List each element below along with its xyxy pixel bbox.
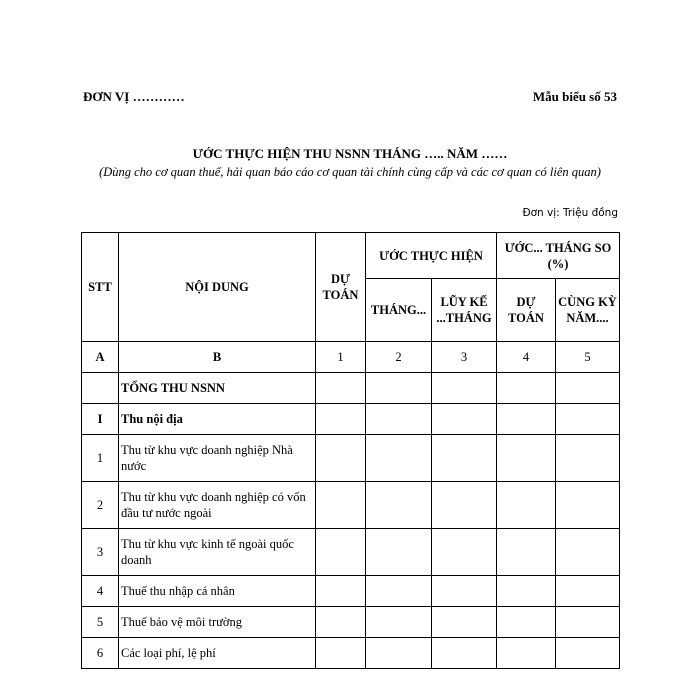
cell [556, 404, 620, 435]
reporting-unit-label: ĐƠN VỊ ………… [83, 89, 185, 104]
row-stt: 2 [82, 482, 119, 529]
code-cell: A [82, 342, 119, 373]
cell [316, 576, 366, 607]
cell [366, 638, 432, 669]
row-stt: I [82, 404, 119, 435]
code-cell: 5 [556, 342, 620, 373]
cell [366, 576, 432, 607]
row-stt: 6 [82, 638, 119, 669]
cell [497, 529, 556, 576]
cell [432, 576, 497, 607]
code-cell: 2 [366, 342, 432, 373]
row-stt: 1 [82, 435, 119, 482]
cell [432, 435, 497, 482]
header-cumulative: LŨY KẾ ...THÁNG [432, 279, 497, 342]
cell [497, 404, 556, 435]
cell [556, 482, 620, 529]
row-stt: 4 [82, 576, 119, 607]
code-cell: 4 [497, 342, 556, 373]
cell [432, 638, 497, 669]
cell [366, 435, 432, 482]
cell [432, 482, 497, 529]
cell [432, 529, 497, 576]
row-content: Thu từ khu vực doanh nghiệp Nhà nước [119, 435, 316, 482]
cell [556, 576, 620, 607]
table-row [82, 529, 620, 576]
cell [556, 373, 620, 404]
row-content: TỔNG THU NSNN [119, 373, 316, 404]
code-cell: 3 [432, 342, 497, 373]
header-month: THÁNG... [366, 279, 432, 342]
header-stt: STT [82, 233, 119, 342]
cell [432, 607, 497, 638]
table-row [82, 607, 620, 638]
row-stt: 5 [82, 607, 119, 638]
cell [366, 373, 432, 404]
table-row [82, 404, 620, 435]
column-code-row [82, 342, 620, 373]
header-estimated-performance: ƯỚC THỰC HIỆN [366, 233, 497, 279]
cell [556, 638, 620, 669]
header-estimate: DỰ TOÁN [316, 233, 366, 342]
table-row [82, 373, 620, 404]
cell [497, 373, 556, 404]
table-row [82, 576, 620, 607]
header-comparison: ƯỚC... THÁNG SO (%) [497, 233, 620, 279]
row-stt [82, 373, 119, 404]
row-content: Thu nội địa [119, 404, 316, 435]
cell [497, 638, 556, 669]
header-compare-estimate: DỰ TOÁN [497, 279, 556, 342]
header-row-1 [82, 233, 620, 279]
row-content: Các loại phí, lệ phí [119, 638, 316, 669]
document-title: ƯỚC THỰC HIỆN THU NSNN THÁNG ….. NĂM …… [192, 146, 508, 161]
cell [316, 638, 366, 669]
cell [316, 373, 366, 404]
row-content: Thuế thu nhập cá nhân [119, 576, 316, 607]
revenue-table [81, 232, 620, 669]
cell [556, 529, 620, 576]
cell [316, 404, 366, 435]
cell [366, 482, 432, 529]
code-cell: 1 [316, 342, 366, 373]
document-subtitle: (Dùng cho cơ quan thuế, hải quan báo cáo cơ quan tài chính cùng cấp và các cơ quan có liên quan) [99, 165, 601, 179]
cell [556, 607, 620, 638]
cell [366, 529, 432, 576]
cell [366, 607, 432, 638]
cell [497, 607, 556, 638]
cell [316, 529, 366, 576]
header-content: NỘI DUNG [119, 233, 316, 342]
form-number: Mẫu biểu số 53 [532, 89, 617, 104]
header-compare-same-period: CÙNG KỲ NĂM.... [556, 279, 620, 342]
row-content: Thu từ khu vực doanh nghiệp có vốn đầu tư nước ngoài [119, 482, 316, 529]
table-row [82, 482, 620, 529]
cell [316, 482, 366, 529]
cell [316, 607, 366, 638]
row-content: Thuế bảo vệ môi trường [119, 607, 316, 638]
table-row [82, 638, 620, 669]
code-cell: B [119, 342, 316, 373]
cell [366, 404, 432, 435]
currency-unit: Đơn vị: Triệu đồng [522, 207, 618, 219]
cell [497, 576, 556, 607]
cell [432, 404, 497, 435]
row-stt: 3 [82, 529, 119, 576]
row-content: Thu từ khu vực kinh tế ngoài quốc doanh [119, 529, 316, 576]
cell [432, 373, 497, 404]
cell [556, 435, 620, 482]
cell [497, 482, 556, 529]
table-row [82, 435, 620, 482]
cell [497, 435, 556, 482]
cell [316, 435, 366, 482]
